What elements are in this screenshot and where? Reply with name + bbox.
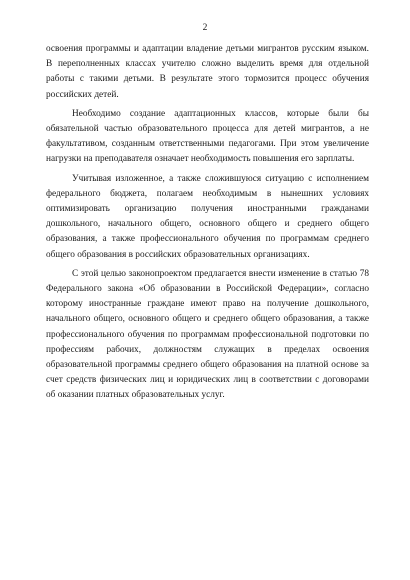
- document-body: [46, 42, 369, 408]
- paragraph-law-amendment: С этой целью законопроектом предлагается внести изменение в статью 78 Федерального закона «Об образовании в Российской Федерации», согласно которому иностранные граждане имеют право на получение дошкольного, начального общего, основного общего и среднего общего образования, а также профессионального обучения по программам профессиональной подготовки по профессиям рабочих, должностям служащих в пределах освоения образовательной программы среднего общего образования на платной основе за счет средств физических лиц и юридических лиц в соответствии с договорами об оказании платных образовательных услуг.: [46, 268, 369, 401]
- page-number: 2: [202, 23, 208, 33]
- paragraph-adaptation-classes: Необходимо создание адаптационных классов, которые были бы обязательной частью образовательного процесса для детей мигрантов, а не факультативом, созданным ответственными педагогами. При этом увеличение нагрузки на преподавателя означает необходимость повышения его зарплаты.: [46, 108, 369, 165]
- paragraph-continuation: освоения программы и адаптации владение детьми мигрантов русским языком. В переполненных классах учителю сложно выделить время для отдельной работы с такими детьми. В результате этого тормозится процесс обучения российских детей.: [46, 44, 369, 100]
- paragraph-budget-optimization: Учитывая изложенное, а также сложившуюся ситуацию с исполнением федерального бюджета, полагаем необходимым в нынешних условиях оптимизировать организацию получения иностранными гражданами дошкольного, начального общего, основного общего и среднего общего образования, а также профессионального обучения по программам среднего общего образования в российских образовательных организациях.: [46, 173, 369, 260]
